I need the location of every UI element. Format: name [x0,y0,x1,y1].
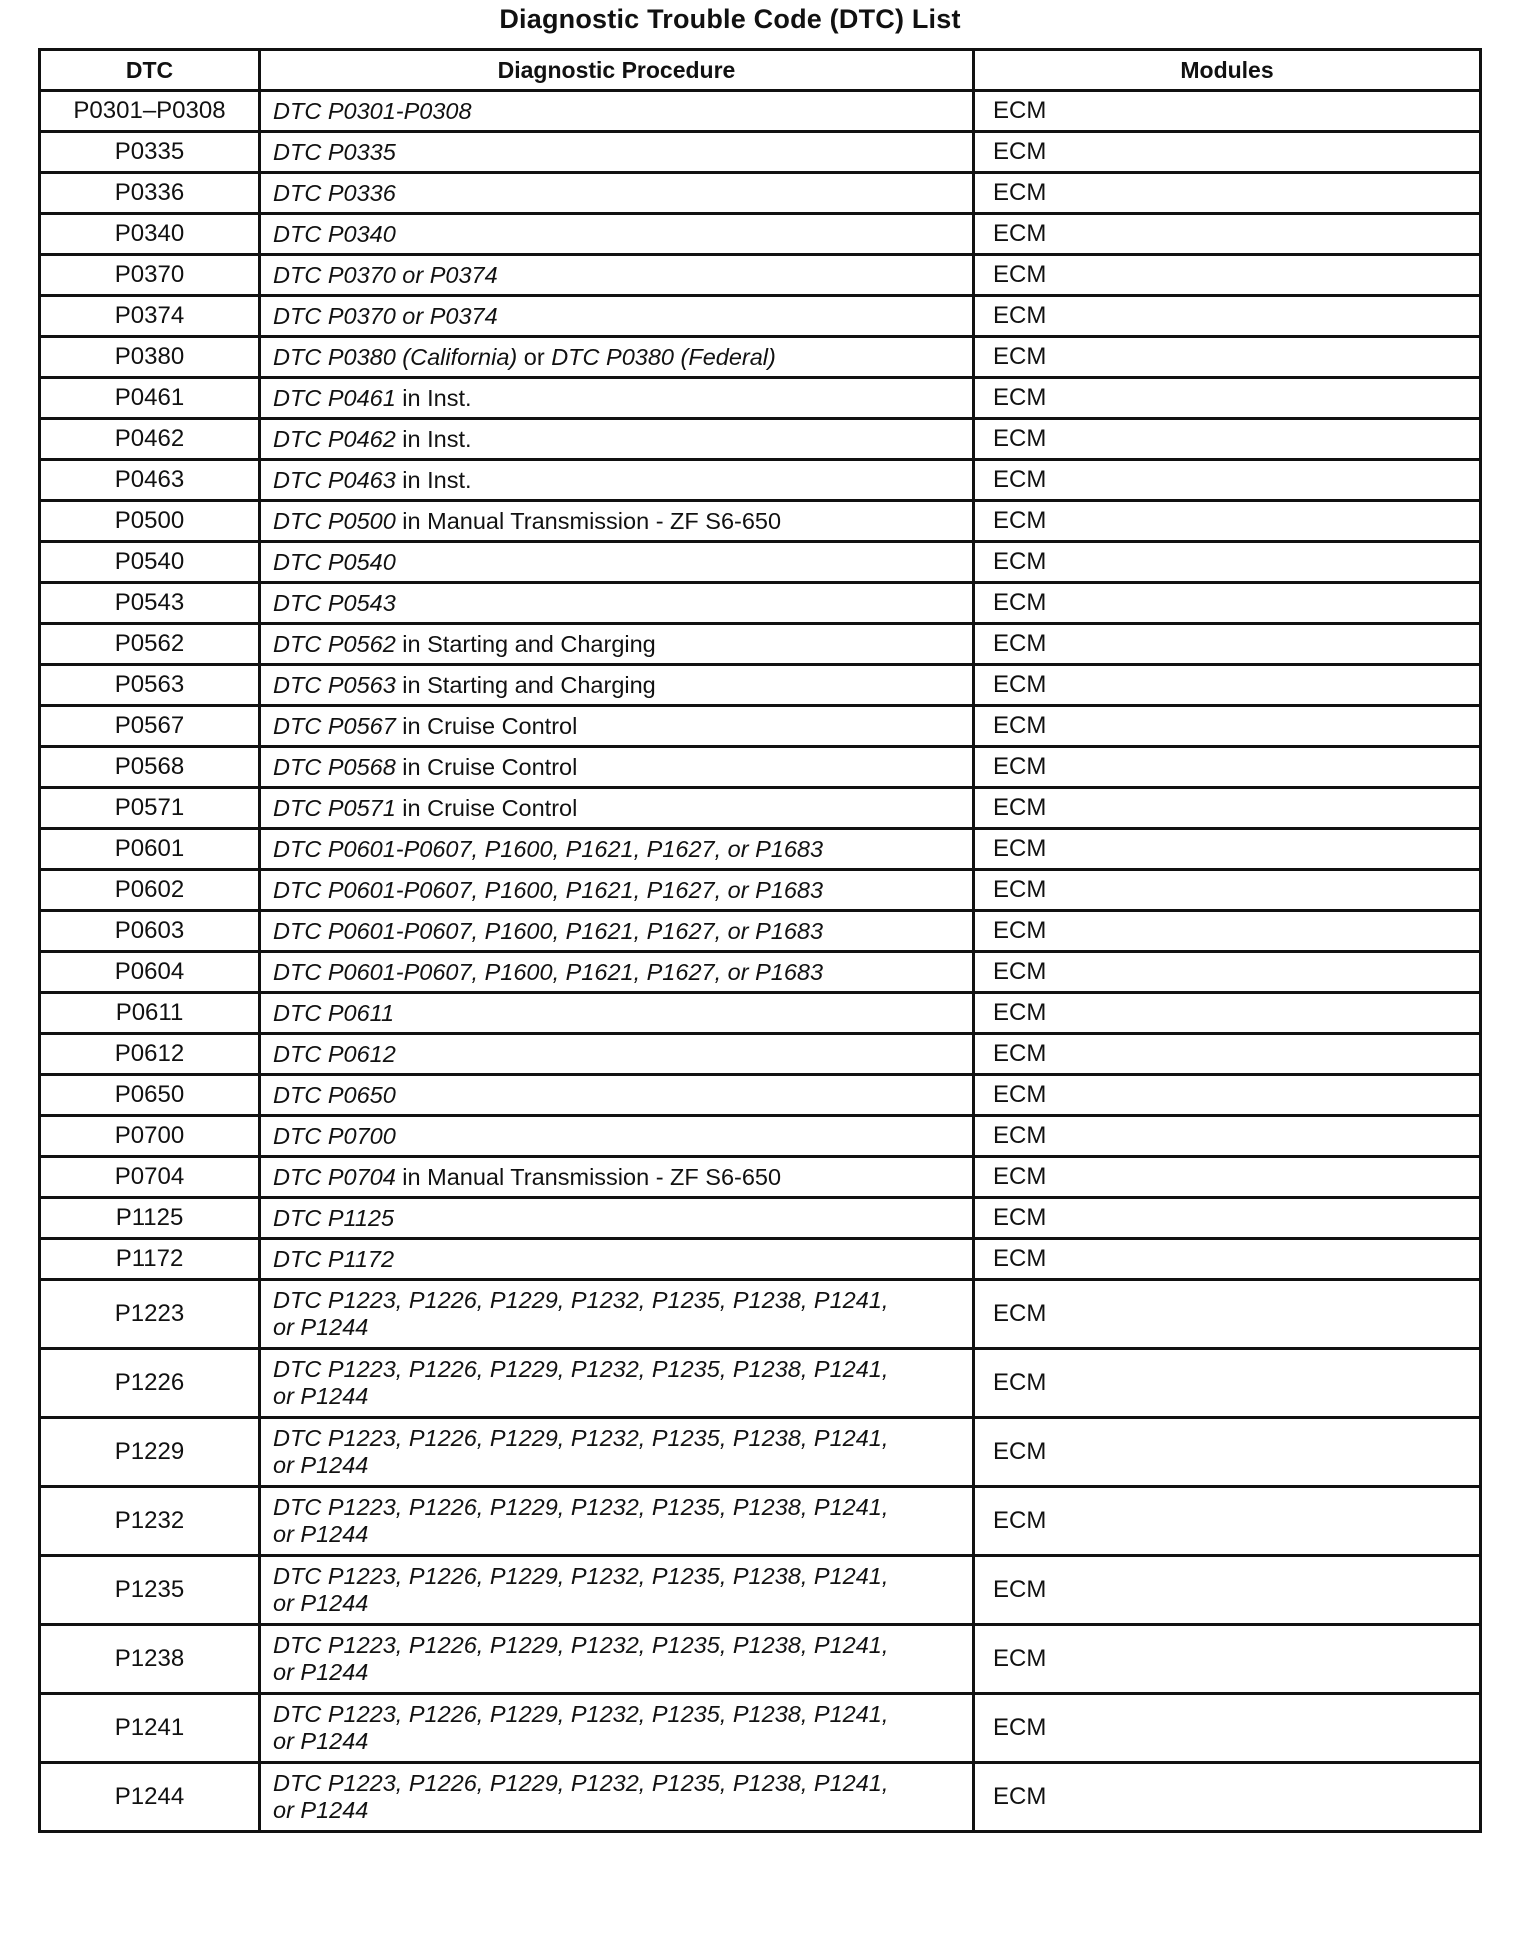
diagnostic-procedure-cell [260,665,974,706]
table-row [40,1198,1481,1239]
table-row [40,1763,1481,1832]
dtc-code-cell: P0601 [40,829,260,870]
procedure-link-text: DTC P0461 [273,384,396,411]
procedure-link-text-line2: or P1244 [273,1728,369,1754]
diagnostic-procedure-cell [260,460,974,501]
module-cell: ECM [974,1075,1481,1116]
module-cell: ECM [974,1694,1481,1763]
dtc-code-cell: P0540 [40,542,260,583]
diagnostic-procedure-cell [260,583,974,624]
procedure-section-text: in Starting and Charging [395,630,656,657]
module-cell: ECM [974,378,1481,419]
dtc-code-cell: P0336 [40,173,260,214]
module-cell: ECM [974,1157,1481,1198]
table-row [40,337,1481,378]
table-row [40,829,1481,870]
dtc-code-cell: P0704 [40,1157,260,1198]
diagnostic-procedure-cell [260,747,974,788]
procedure-section-text: in Inst. [395,425,472,452]
table-row [40,460,1481,501]
table-row [40,501,1481,542]
diagnostic-procedure-cell [260,1239,974,1280]
module-cell: ECM [974,952,1481,993]
dtc-code-cell: P0374 [40,296,260,337]
diagnostic-procedure-cell [260,624,974,665]
procedure-link-text: DTC P0340 [273,220,396,247]
procedure-link-text: DTC P1172 [273,1245,395,1272]
procedure-section-text: in Cruise Control [395,712,578,739]
procedure-link-text: DTC P0301-P0308 [273,97,472,124]
diagnostic-procedure-cell [260,214,974,255]
diagnostic-procedure-cell [260,1116,974,1157]
table-row [40,993,1481,1034]
procedure-link-text: DTC P0612 [273,1040,396,1067]
dtc-code-cell: P0604 [40,952,260,993]
dtc-code-cell: P0563 [40,665,260,706]
procedure-link-text-line2: or P1244 [273,1590,369,1616]
dtc-code-cell: P1125 [40,1198,260,1239]
table-row [40,911,1481,952]
procedure-link-text: DTC P0500 [273,507,396,534]
procedure-link-text: DTC P0463 [273,466,396,493]
diagnostic-procedure-cell [260,542,974,583]
diagnostic-procedure-cell [260,1487,974,1556]
table-row [40,706,1481,747]
module-cell: ECM [974,132,1481,173]
table-row [40,1556,1481,1625]
dtc-code-cell: P0461 [40,378,260,419]
dtc-code-cell: P0602 [40,870,260,911]
table-row [40,1157,1481,1198]
page-title [0,4,1520,35]
procedure-link-text: DTC P0601-P0607, P1600, P1621, P1627, or P1683 [273,876,824,903]
diagnostic-procedure-cell [260,1280,974,1349]
dtc-code-cell: P0500 [40,501,260,542]
diagnostic-procedure-cell [260,1763,974,1832]
dtc-code-cell: P1229 [40,1418,260,1487]
table-row [40,665,1481,706]
table-row [40,583,1481,624]
module-cell: ECM [974,1280,1481,1349]
procedure-link-text: DTC P1125 [273,1204,395,1231]
table-row [40,542,1481,583]
procedure-link-text: DTC P0650 [273,1081,396,1108]
procedure-link-text: DTC P1223, P1226, P1229, P1232, P1235, P1238, P1241, [273,1494,889,1520]
procedure-link-text: DTC P1223, P1226, P1229, P1232, P1235, P1238, P1241, [273,1563,889,1589]
procedure-link-text: DTC P1223, P1226, P1229, P1232, P1235, P1238, P1241, [273,1425,889,1451]
table-row [40,132,1481,173]
dtc-code-cell: P0567 [40,706,260,747]
table-row [40,1239,1481,1280]
dtc-code-cell: P0650 [40,1075,260,1116]
diagnostic-procedure-cell [260,1198,974,1239]
table-row [40,1116,1481,1157]
procedure-section-text: in Manual Transmission - ZF S6-650 [395,507,782,534]
table-row [40,255,1481,296]
module-cell: ECM [974,214,1481,255]
dtc-code-cell: P1226 [40,1349,260,1418]
table-row [40,419,1481,460]
dtc-code-cell: P1172 [40,1239,260,1280]
diagnostic-procedure-cell [260,1157,974,1198]
module-cell: ECM [974,1349,1481,1418]
module-cell: ECM [974,583,1481,624]
column-header-procedure: Diagnostic Procedure [260,50,974,91]
dtc-code-cell: P0612 [40,1034,260,1075]
table-row [40,1349,1481,1418]
table-row [40,1280,1481,1349]
column-header-dtc: DTC [40,50,260,91]
diagnostic-procedure-cell [260,337,974,378]
module-cell: ECM [974,1418,1481,1487]
diagnostic-procedure-cell [260,1625,974,1694]
diagnostic-procedure-cell [260,132,974,173]
module-cell: ECM [974,1116,1481,1157]
table-row [40,952,1481,993]
dtc-code-cell: P1238 [40,1625,260,1694]
procedure-link-text-line2: or P1244 [273,1659,369,1685]
procedure-link-text: DTC P0336 [273,179,396,206]
table-row [40,1418,1481,1487]
module-cell: ECM [974,747,1481,788]
module-cell: ECM [974,1487,1481,1556]
procedure-section-text: in Inst. [395,384,472,411]
procedure-link-text: DTC P0567 [273,712,396,739]
diagnostic-procedure-cell [260,1349,974,1418]
module-cell: ECM [974,788,1481,829]
procedure-section-text: in Cruise Control [395,753,578,780]
table-row [40,1034,1481,1075]
procedure-link-text-2: DTC P0380 (Federal) [551,343,776,370]
module-cell: ECM [974,460,1481,501]
procedure-link-text: DTC P0704 [273,1163,396,1190]
module-cell: ECM [974,1198,1481,1239]
table-row [40,747,1481,788]
diagnostic-procedure-cell [260,1075,974,1116]
procedure-link-text: DTC P0611 [273,999,395,1026]
procedure-section-text: in Inst. [395,466,472,493]
dtc-code-cell: P0571 [40,788,260,829]
procedure-link-text: DTC P0571 [273,794,396,821]
dtc-code-cell: P0380 [40,337,260,378]
procedure-link-text-line2: or P1244 [273,1383,369,1409]
dtc-code-cell: P0700 [40,1116,260,1157]
procedure-link-text: DTC P0601-P0607, P1600, P1621, P1627, or P1683 [273,835,824,862]
procedure-section-text: or [517,343,552,370]
diagnostic-procedure-cell [260,1556,974,1625]
procedure-link-text: DTC P0568 [273,753,396,780]
dtc-code-cell: P1244 [40,1763,260,1832]
procedure-link-text: DTC P1223, P1226, P1229, P1232, P1235, P1238, P1241, [273,1287,889,1313]
procedure-link-text: DTC P0370 or P0374 [273,302,498,329]
diagnostic-procedure-cell [260,1694,974,1763]
dtc-code-cell: P0562 [40,624,260,665]
dtc-code-cell: P1241 [40,1694,260,1763]
procedure-link-text: DTC P1223, P1226, P1229, P1232, P1235, P1238, P1241, [273,1356,889,1382]
dtc-code-cell: P0370 [40,255,260,296]
module-cell: ECM [974,911,1481,952]
table-row [40,870,1481,911]
dtc-code-cell: P1235 [40,1556,260,1625]
dtc-code-cell: P0335 [40,132,260,173]
table-row [40,1487,1481,1556]
diagnostic-procedure-cell [260,788,974,829]
diagnostic-procedure-cell [260,173,974,214]
procedure-link-text: DTC P0543 [273,589,396,616]
diagnostic-procedure-cell [260,501,974,542]
module-cell: ECM [974,296,1481,337]
dtc-code-cell: P0543 [40,583,260,624]
table-row [40,378,1481,419]
dtc-code-cell: P0463 [40,460,260,501]
procedure-section-text: in Starting and Charging [395,671,656,698]
diagnostic-procedure-cell [260,870,974,911]
module-cell: ECM [974,501,1481,542]
module-cell: ECM [974,1625,1481,1694]
page-title-text: Diagnostic Trouble Code (DTC) List [499,4,961,34]
procedure-link-text: DTC P0601-P0607, P1600, P1621, P1627, or P1683 [273,958,824,985]
column-header-modules: Modules [974,50,1481,91]
table-row [40,788,1481,829]
table-row [40,173,1481,214]
procedure-link-text: DTC P0462 [273,425,396,452]
diagnostic-procedure-cell [260,829,974,870]
module-cell: ECM [974,91,1481,132]
procedure-link-text: DTC P0601-P0607, P1600, P1621, P1627, or P1683 [273,917,824,944]
procedure-link-text-line2: or P1244 [273,1797,369,1823]
module-cell: ECM [974,1556,1481,1625]
procedure-link-text: DTC P0380 (California) [273,343,518,370]
procedure-link-text: DTC P0370 or P0374 [273,261,498,288]
dtc-code-cell: P0568 [40,747,260,788]
procedure-link-text: DTC P0335 [273,138,396,165]
diagnostic-procedure-cell [260,255,974,296]
table-row [40,91,1481,132]
dtc-code-cell: P0301–P0308 [40,91,260,132]
module-cell: ECM [974,542,1481,583]
table-row [40,214,1481,255]
diagnostic-procedure-cell [260,91,974,132]
module-cell: ECM [974,1763,1481,1832]
dtc-code-cell: P0340 [40,214,260,255]
diagnostic-procedure-cell [260,1418,974,1487]
procedure-section-text: in Cruise Control [395,794,578,821]
procedure-section-text: in Manual Transmission - ZF S6-650 [395,1163,782,1190]
diagnostic-procedure-cell [260,706,974,747]
dtc-code-cell: P0462 [40,419,260,460]
procedure-link-text: DTC P0562 [273,630,396,657]
procedure-link-text: DTC P1223, P1226, P1229, P1232, P1235, P1238, P1241, [273,1632,889,1658]
dtc-code-cell: P0611 [40,993,260,1034]
table-row [40,1694,1481,1763]
module-cell: ECM [974,255,1481,296]
diagnostic-procedure-cell [260,1034,974,1075]
dtc-code-cell: P1232 [40,1487,260,1556]
diagnostic-procedure-cell [260,993,974,1034]
table-body [40,91,1481,1832]
procedure-link-text-line2: or P1244 [273,1452,369,1478]
table-row [40,1075,1481,1116]
dtc-code-cell: P1223 [40,1280,260,1349]
procedure-link-text-line2: or P1244 [273,1314,369,1340]
procedure-link-text: DTC P1223, P1226, P1229, P1232, P1235, P1238, P1241, [273,1770,889,1796]
module-cell: ECM [974,870,1481,911]
diagnostic-procedure-cell [260,911,974,952]
procedure-link-text: DTC P0540 [273,548,396,575]
procedure-link-text: DTC P0700 [273,1122,396,1149]
module-cell: ECM [974,706,1481,747]
procedure-link-text: DTC P0563 [273,671,396,698]
dtc-table [38,48,1482,1833]
table-header-row [40,50,1481,91]
module-cell: ECM [974,993,1481,1034]
module-cell: ECM [974,1034,1481,1075]
module-cell: ECM [974,1239,1481,1280]
module-cell: ECM [974,337,1481,378]
module-cell: ECM [974,829,1481,870]
table-row [40,296,1481,337]
dtc-code-cell: P0603 [40,911,260,952]
diagnostic-procedure-cell [260,296,974,337]
table-row [40,1625,1481,1694]
table-row [40,624,1481,665]
diagnostic-procedure-cell [260,378,974,419]
module-cell: ECM [974,665,1481,706]
module-cell: ECM [974,624,1481,665]
diagnostic-procedure-cell [260,952,974,993]
procedure-link-text-line2: or P1244 [273,1521,369,1547]
module-cell: ECM [974,419,1481,460]
diagnostic-procedure-cell [260,419,974,460]
procedure-link-text: DTC P1223, P1226, P1229, P1232, P1235, P1238, P1241, [273,1701,889,1727]
module-cell: ECM [974,173,1481,214]
